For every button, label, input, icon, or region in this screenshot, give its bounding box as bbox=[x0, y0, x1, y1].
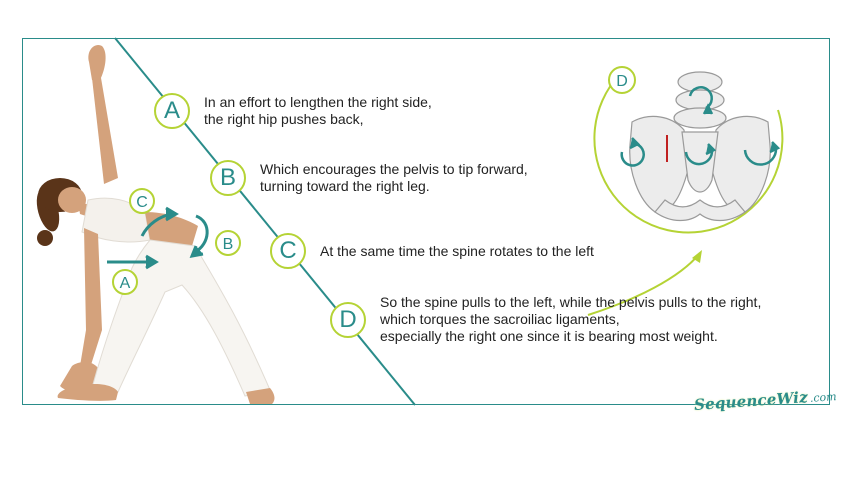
figure-label-b: B bbox=[222, 236, 234, 253]
step-b-badge: B bbox=[210, 160, 246, 196]
step-d-line-1: So the spine pulls to the left, while the pelvis pulls to the right, bbox=[380, 294, 762, 310]
figure-label-c: C bbox=[136, 194, 148, 211]
step-b-line-2: turning toward the right leg. bbox=[260, 178, 430, 194]
step-b-line-1: Which encourages the pelvis to tip forward, bbox=[260, 161, 528, 177]
step-c-text bbox=[320, 243, 594, 260]
vertebra-2 bbox=[676, 90, 724, 110]
pubic-arch bbox=[655, 200, 745, 221]
step-d bbox=[330, 294, 761, 345]
step-c bbox=[270, 233, 594, 269]
step-a-line-1: In an effort to lengthen the right side, bbox=[204, 94, 432, 110]
step-b bbox=[210, 160, 528, 196]
vertebra-3 bbox=[674, 108, 726, 128]
sacrum bbox=[682, 132, 718, 192]
figure-label-a: A bbox=[119, 275, 131, 292]
step-d-text bbox=[380, 294, 761, 345]
step-c-line-1: At the same time the spine rotates to the left bbox=[320, 242, 594, 259]
logo-main: SequenceWiz bbox=[693, 388, 809, 414]
step-c-badge: C bbox=[270, 233, 306, 269]
step-a bbox=[154, 93, 432, 129]
pelvis-label: D bbox=[616, 73, 628, 90]
raised-hand bbox=[88, 45, 105, 80]
logo-suffix: .com bbox=[809, 390, 838, 405]
step-d-line-3: especially the right one since it is bearing most weight. bbox=[380, 328, 718, 344]
step-a-line-2: the right hip pushes back, bbox=[204, 111, 364, 127]
step-d-badge: D bbox=[330, 302, 366, 338]
step-a-text bbox=[204, 94, 432, 128]
step-b-text bbox=[260, 161, 528, 195]
pelvis-bones bbox=[630, 72, 771, 221]
step-d-line-2: which torques the sacroiliac ligaments, bbox=[380, 311, 620, 327]
vertebra-1 bbox=[678, 72, 722, 92]
step-a-badge: A bbox=[154, 93, 190, 129]
